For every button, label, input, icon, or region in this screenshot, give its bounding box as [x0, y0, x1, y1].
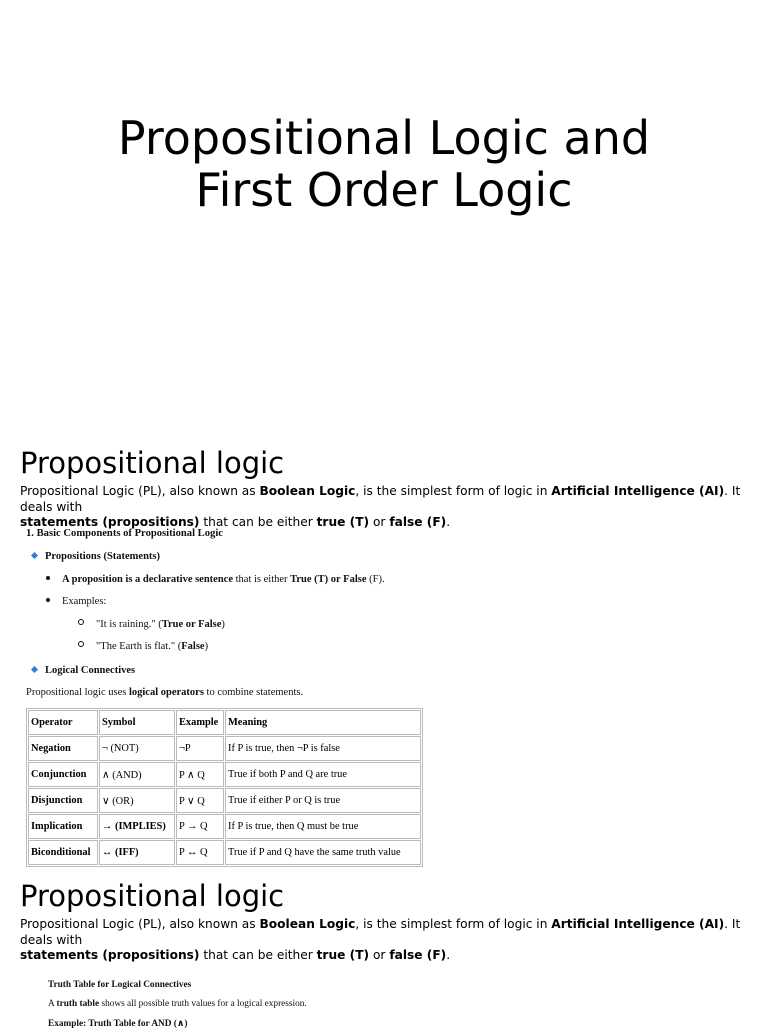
table-cell: Disjunction	[28, 788, 98, 813]
circle-bullet-icon	[78, 619, 84, 625]
table-cell: Negation	[28, 736, 98, 761]
diamond-bullet-icon	[31, 552, 38, 559]
section-heading: Propositional logic	[20, 446, 285, 480]
table-cell: If P is true, then ¬P is false	[225, 736, 421, 761]
intro-paragraph: Propositional Logic (PL), also known as Boolean Logic, is the simplest form of logic in Artificial Intelligence (AI). It deals with statements (propositions) that can be either true (T) or false (F).	[20, 484, 741, 529]
bullet-logical-connectives: Logical Connectives	[32, 665, 135, 676]
dot-bullet-icon	[46, 598, 50, 602]
table-cell: ∨ (OR)	[99, 788, 175, 813]
presentation-title	[0, 112, 768, 216]
table-header-cell: Operator	[28, 710, 98, 735]
table-cell: P ↔ Q	[176, 840, 224, 865]
title-line-1: Propositional Logic and	[117, 111, 651, 165]
table-cell: True if P and Q have the same truth value	[225, 840, 421, 865]
table-header-cell: Meaning	[225, 710, 421, 735]
table-cell: If P is true, then Q must be true	[225, 814, 421, 839]
table-cell: Biconditional	[28, 840, 98, 865]
table-cell: Implication	[28, 814, 98, 839]
example-item-1: "It is raining." (True or False)	[78, 619, 225, 630]
truth-table-heading: Truth Table for Logical Connectives	[48, 980, 192, 990]
table-cell: P ∧ Q	[176, 762, 224, 787]
intro-paragraph: Propositional Logic (PL), also known as Boolean Logic, is the simplest form of logic in Artificial Intelligence (AI). It deals with statements (propositions) that can be either true (T) or false (F).	[20, 917, 741, 962]
title-slide	[0, 0, 768, 430]
table-header-cell: Symbol	[99, 710, 175, 735]
diamond-bullet-icon	[31, 666, 38, 673]
table-row	[28, 762, 421, 787]
table-row	[28, 840, 421, 865]
connectives-description: Propositional logic uses logical operators to combine statements.	[26, 687, 304, 698]
table-cell: Conjunction	[28, 762, 98, 787]
table-row	[28, 788, 421, 813]
circle-bullet-icon	[78, 641, 84, 647]
table-cell: P ∨ Q	[176, 788, 224, 813]
bullet-examples: Examples:	[46, 596, 106, 607]
table-cell: → (IMPLIES)	[99, 814, 175, 839]
table-cell: ↔ (IFF)	[99, 840, 175, 865]
bullet-proposition-definition: A proposition is a declarative sentence that is either True (T) or False (F).	[46, 574, 385, 585]
table-row	[28, 814, 421, 839]
table-cell: True if either P or Q is true	[225, 788, 421, 813]
table-row	[28, 736, 421, 761]
bullet-propositions: Propositions (Statements)	[32, 551, 160, 562]
truth-table-example-heading: Example: Truth Table for AND (∧)	[48, 1019, 188, 1029]
table-cell: True if both P and Q are true	[225, 762, 421, 787]
logical-operators-table	[26, 708, 423, 867]
dot-bullet-icon	[46, 576, 50, 580]
components-heading: 1. Basic Components of Propositional Logic	[26, 528, 223, 539]
table-cell: ∧ (AND)	[99, 762, 175, 787]
table-cell: ¬P	[176, 736, 224, 761]
table-cell: P → Q	[176, 814, 224, 839]
section-heading: Propositional logic	[20, 879, 285, 913]
example-item-2: "The Earth is flat." (False)	[78, 641, 208, 652]
table-header-cell: Example	[176, 710, 224, 735]
truth-table-description: A truth table shows all possible truth values for a logical expression.	[48, 999, 307, 1009]
table-cell: ¬ (NOT)	[99, 736, 175, 761]
table-header-row	[28, 710, 421, 735]
title-line-2: First Order Logic	[195, 163, 573, 217]
